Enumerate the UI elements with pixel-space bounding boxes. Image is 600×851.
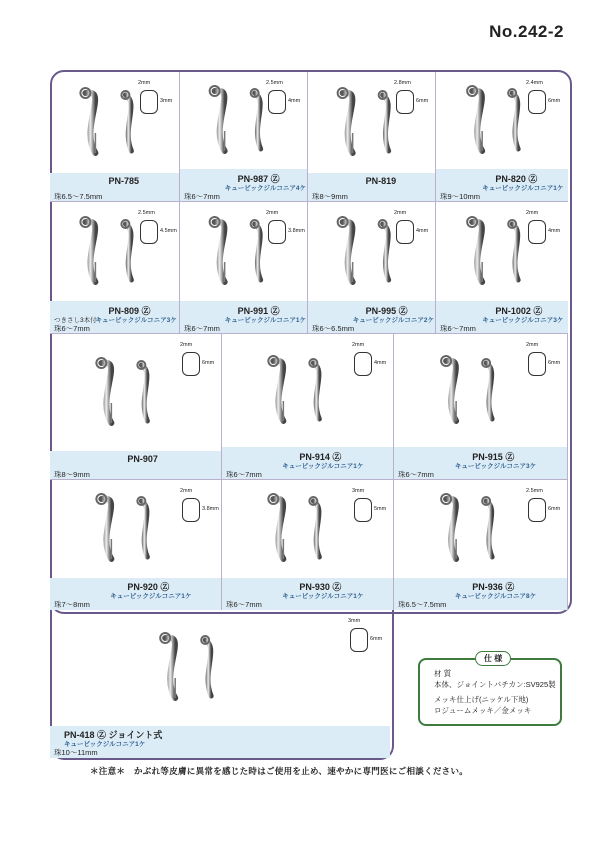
bail-width: 2.5mm [138,210,155,216]
bail-height: 4mm [548,228,561,234]
bail-height: 6mm [370,636,383,642]
product-cell [394,480,568,610]
cz-count: キュービックジルコニア1ケ [110,593,192,600]
bail-height: 6mm [202,360,215,366]
spec-box [418,654,562,726]
bail-dimension-sketch [528,352,546,376]
product-cell [180,202,308,334]
pearl-size: 珠6～7mm [226,470,262,479]
bail-dimension-sketch [354,352,372,376]
bail-height: 6mm [416,98,429,104]
bail-width: 2mm [180,342,193,348]
cz-count: キュービックジルコニア4ケ [224,185,306,192]
product-code: PN-936 Ⓩ [472,582,515,592]
product-code: PN-809 Ⓩ [108,306,151,316]
bail-height: 6mm [548,506,561,512]
pearl-size: 珠6～7mm [440,324,476,333]
bail-dimension-sketch [268,90,286,114]
product-code: PN-819 [365,176,397,186]
bail-width: 2.5mm [266,80,283,86]
product-cell [222,480,394,610]
spec-label: 材 質 [434,669,452,678]
product-code: PN-820 Ⓩ [495,174,538,184]
product-code: PN-991 Ⓩ [237,306,280,316]
pearl-size: 珠10～11mm [54,748,98,757]
bail-dimension-sketch [528,498,546,522]
bail-dimension-sketch [528,220,546,244]
bail-height: 5mm [374,506,387,512]
pearl-size: 珠6～7mm [184,324,220,333]
bail-height: 6mm [548,98,561,104]
bail-width: 2.8mm [394,80,411,86]
pearl-size: 珠6～6.5mm [312,324,355,333]
bail-width: 2mm [180,488,193,494]
bail-dimension-sketch [268,220,286,244]
spec-heading: 仕 様 [475,651,511,666]
cz-count: キュービックジルコニア3ケ [454,463,537,470]
bail-width: 2.4mm [526,80,543,86]
product-code: PN-418 Ⓩ ジョイント式 [64,730,163,740]
product-code: PN-914 Ⓩ [299,452,342,462]
product-code: PN-915 Ⓩ [472,452,515,462]
bail-width: 2mm [266,210,279,216]
bail-width: 2mm [526,342,539,348]
bail-dimension-sketch [140,220,158,244]
cz-count: キュービックジルコニア3ケ [95,317,177,324]
bail-width: 3mm [348,618,361,624]
product-cell [50,334,222,480]
spec-line2: メッキ仕上げ(ニッケル下地) [434,695,529,704]
product-cell [50,202,180,334]
product-code: PN-907 [127,454,158,464]
product-cell [308,202,436,334]
product-cell [308,72,436,202]
bail-dimension-sketch [396,220,414,244]
cz-count: キュービックジルコニア1ケ [64,741,146,748]
bail-width: 2mm [352,342,365,348]
bail-dimension-sketch [182,352,200,376]
cz-count: キュービックジルコニア1ケ [482,185,564,192]
pearl-size: 珠9～10mm [440,192,481,201]
spec-line3: ロジュームメッキ／金メッキ [434,706,532,715]
pearl-size: 珠6～7mm [398,470,434,479]
bail-height: 4.5mm [160,228,177,234]
pearl-size: 珠6～7mm [226,600,262,609]
pearl-size: 珠6.5～7.5mm [398,600,447,609]
pearl-size: 珠6.5～7.5mm [54,192,103,201]
product-cell [436,72,568,202]
product-code: PN-785 [108,176,140,186]
bail-height: 4mm [288,98,301,104]
bail-height: 4mm [416,228,429,234]
bail-dimension-sketch [528,90,546,114]
cz-count: キュービックジルコニア1ケ [282,593,364,600]
product-code: PN-930 Ⓩ [299,582,342,592]
product-cell [50,480,222,610]
product-note: つきさし3本付 [54,317,97,324]
cz-count: キュービックジルコニア3ケ [482,317,564,324]
bail-width: 2mm [526,210,539,216]
spec-line1: 本体、ジョイントバチカン:SV925製 [434,680,556,689]
page-number: No.242-2 [489,22,564,41]
product-cell [180,72,308,202]
bail-height: 4mm [374,360,387,366]
bail-dimension-sketch [354,498,372,522]
bail-height: 3.8mm [288,228,305,234]
product-cell [394,334,568,480]
product-cell [222,334,394,480]
bail-width: 2mm [138,80,151,86]
pearl-size: 珠8～9mm [312,192,348,201]
bail-height: 6mm [548,360,561,366]
bail-dimension-sketch [140,90,158,114]
product-code: PN-995 Ⓩ [365,306,408,316]
bail-height: 3mm [160,98,173,104]
product-cell [436,202,568,334]
pearl-size: 珠6～7mm [54,324,90,333]
bail-width: 3mm [352,488,365,494]
bail-dimension-sketch [182,498,200,522]
pearl-size: 珠6～7mm [184,192,220,201]
cz-count: キュービックジルコニア1ケ [282,463,364,470]
bail-dimension-sketch [350,628,368,652]
cz-count: キュービックジルコニア2ケ [352,317,434,324]
bail-width: 2mm [394,210,407,216]
cz-count: キュービックジルコニア8ケ [454,593,537,600]
bail-width: 2.5mm [526,488,543,494]
product-code: PN-1002 Ⓩ [495,306,543,316]
product-cell [50,610,390,758]
bail-dimension-sketch [396,90,414,114]
cz-count: キュービックジルコニア1ケ [224,317,306,324]
product-code: PN-920 Ⓩ [127,582,170,592]
product-code: PN-987 Ⓩ [237,174,280,184]
pearl-size: 珠7～8mm [54,600,90,609]
pearl-size: 珠8～9mm [54,470,90,479]
footer-caution: ＊注意＊ かぶれ等皮膚に異常を感じた時はご使用を止め、速やかに専門医にご相談ください。 [90,766,469,776]
product-cell [50,72,180,202]
bail-height: 3.8mm [202,506,219,512]
